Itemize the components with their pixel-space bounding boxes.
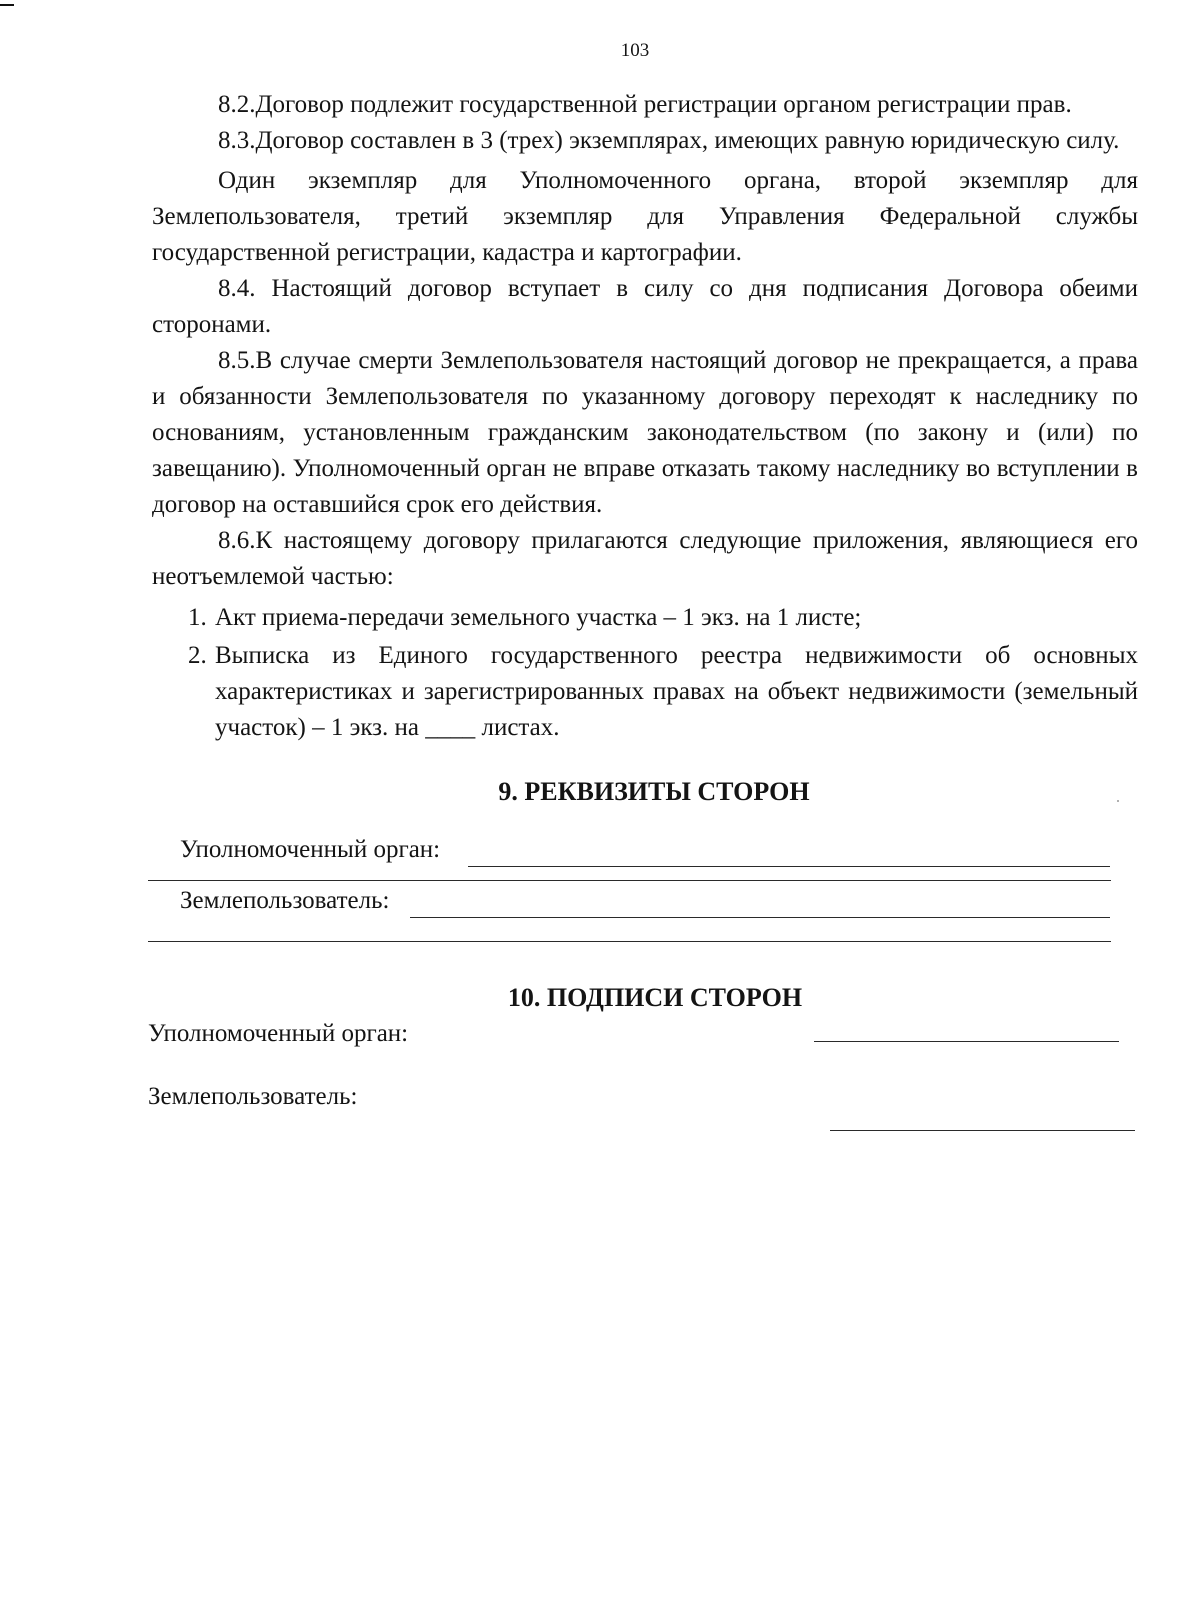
page-number: 103	[620, 40, 650, 61]
list-item	[152, 638, 1138, 746]
authority-details-line	[468, 866, 1110, 867]
section-10-title: 10. ПОДПИСИ СТОРОН	[507, 983, 803, 1012]
authority-details-field	[152, 832, 1138, 868]
user-details-field	[152, 883, 1138, 919]
list-item-number: 2.	[188, 642, 207, 669]
clause-8-4: 8.4. Настоящий договор вступает в силу со дня подписания Договора обеими сторонами.	[152, 275, 1138, 338]
clause-8-3: 8.3.Договор составлен в 3 (трех) экземплярах, имеющих равную юридическую силу.	[218, 127, 1120, 154]
authority-details-label: Уполномоченный орган:	[180, 832, 444, 868]
authority-signature-row	[148, 1016, 1138, 1052]
list-item	[152, 600, 1138, 636]
user-details-label: Землепользователь:	[180, 883, 393, 919]
user-signature-label: Землепользователь:	[148, 1083, 358, 1110]
clause-8-2: 8.2.Договор подлежит государственной регистрации органом регистрации прав.	[218, 91, 1072, 118]
user-details-line	[410, 917, 1110, 918]
scan-corner-mark	[0, 4, 14, 6]
authority-signature-label: Уполномоченный орган:	[148, 1020, 409, 1047]
list-item-number: 1.	[188, 604, 207, 631]
user-signature-row	[148, 1079, 1138, 1115]
attachments-list	[152, 600, 1138, 746]
list-item-text: Выписка из Единого государственного реестра недвижимости об основных характеристиках и зарегистрированных правах на объект недвижимости (земельный участок) – 1 экз. на ____ листах.	[215, 642, 1138, 741]
list-item-text: Акт приема-передачи земельного участка – 1 экз. на 1 листе;	[215, 604, 862, 631]
user-signature-line	[830, 1130, 1135, 1131]
section-9-title: 9. РЕКВИЗИТЫ СТОРОН	[498, 777, 810, 806]
authority-details-line-2	[148, 880, 1111, 881]
clause-8-6: 8.6.К настоящему договору прилагаются следующие приложения, являющиеся его неотъемлемой частью:	[152, 527, 1138, 590]
user-details-line-2	[148, 941, 1111, 942]
scan-speck	[1117, 800, 1119, 802]
authority-signature-line	[814, 1041, 1119, 1042]
clause-8-5: 8.5.В случае смерти Землепользователя настоящий договор не прекращается, а права и обязанности Землепользователя по указанному договору переходят к наследнику по основаниям, установленным гражданским законодательством (по закону и (или) по завещанию). Уполномоченный орган не вправе отказать такому наследнику во вступлении в договор на оставшийся срок его действия.	[152, 347, 1138, 518]
clause-8-3-copies: Один экземпляр для Уполномоченного органа, второй экземпляр для Землепользователя, третий экземпляр для Управления Федеральной службы государственной регистрации, кадастра и картографии.	[152, 167, 1138, 266]
document-body	[148, 87, 1138, 1115]
